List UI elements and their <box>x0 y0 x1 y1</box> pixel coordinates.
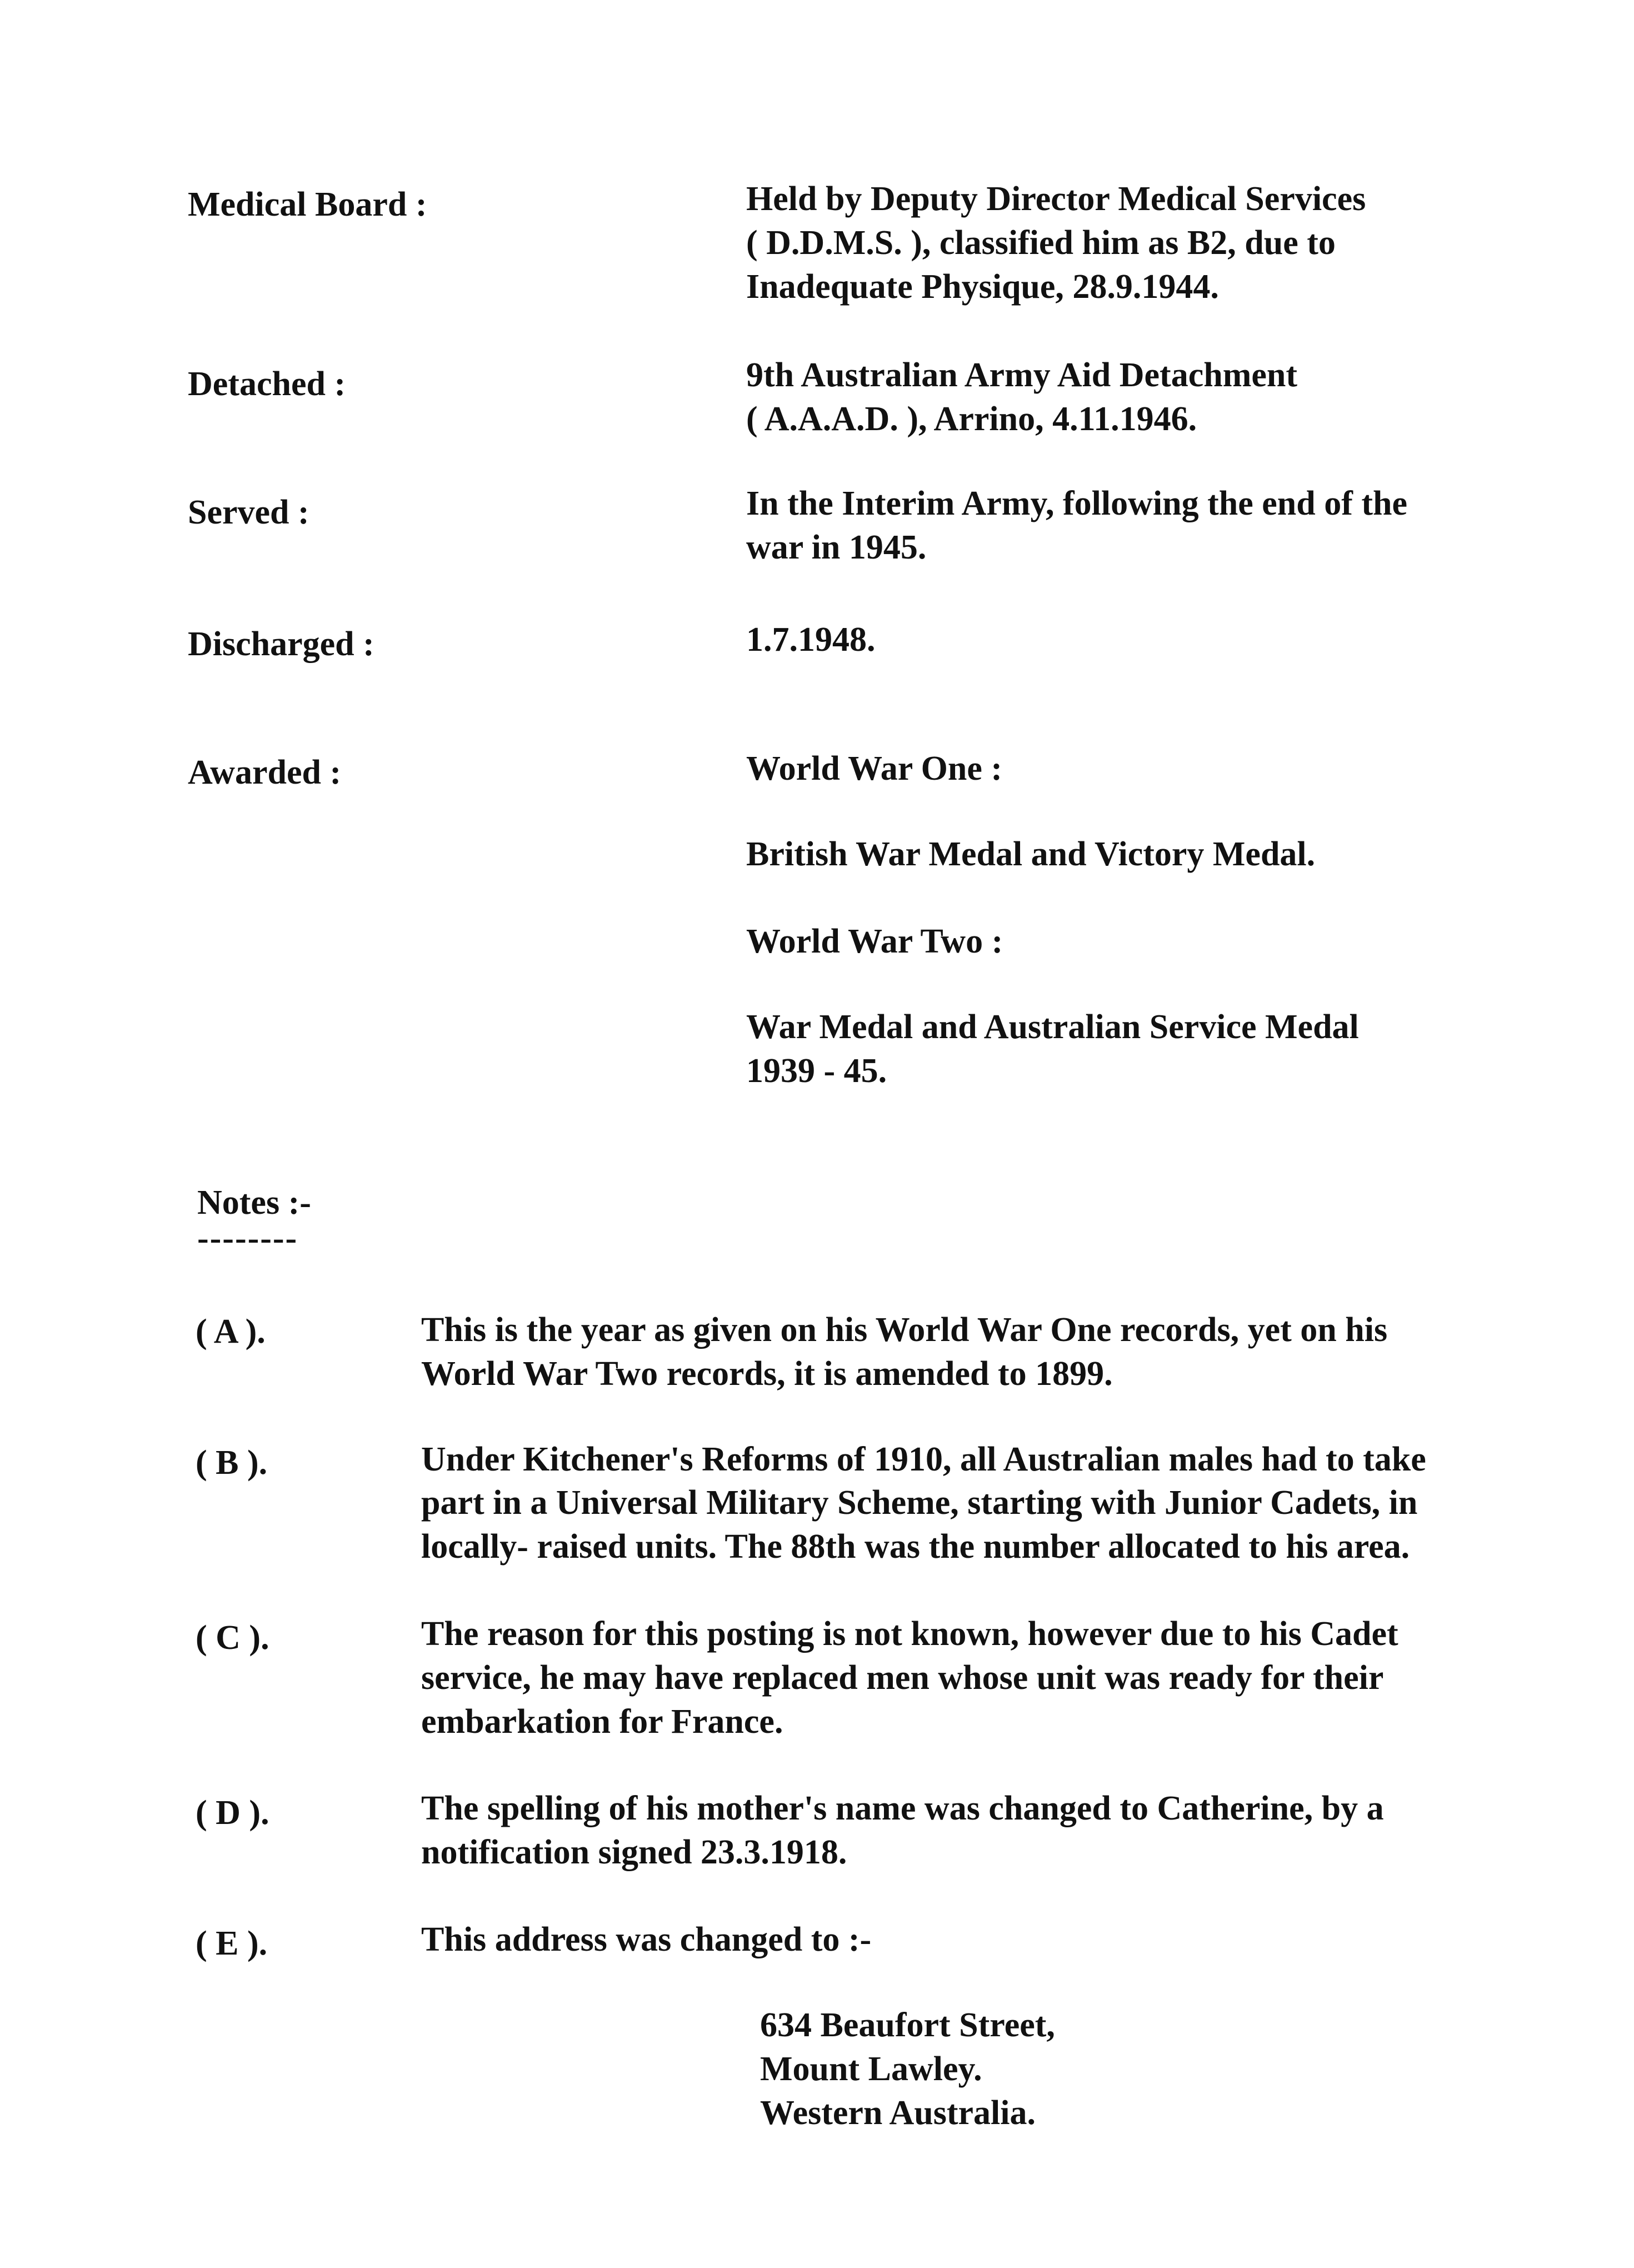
note-d-label: ( D ). <box>196 1794 269 1832</box>
note-e-label: ( E ). <box>196 1925 268 1962</box>
detached-line-2: ( A.A.A.D. ), Arrino, 4.11.1946. <box>746 400 1197 438</box>
note-d-line-2: notification signed 23.3.1918. <box>421 1833 847 1871</box>
detached-label: Detached : <box>188 365 346 403</box>
note-b-line-1: Under Kitchener's Reforms of 1910, all Australian males had to take <box>421 1440 1426 1478</box>
note-a-label: ( A ). <box>196 1313 266 1350</box>
medical-board-line-2: ( D.D.M.S. ), classified him as B2, due to <box>746 224 1336 262</box>
detached-line-1: 9th Australian Army Aid Detachment <box>746 356 1297 394</box>
discharged-value: 1.7.1948. <box>746 621 876 659</box>
awarded-ww2-medals-years: 1939 - 45. <box>746 1052 887 1090</box>
medical-board-line-3: Inadequate Physique, 28.9.1944. <box>746 268 1219 306</box>
awarded-label: Awarded : <box>188 754 342 791</box>
notes-heading: Notes :- <box>197 1184 311 1222</box>
note-d-line-1: The spelling of his mother's name was changed to Catherine, by a <box>421 1790 1384 1827</box>
discharged-label: Discharged : <box>188 625 374 663</box>
notes-underline: -------- <box>197 1219 298 1257</box>
served-line-1: In the Interim Army, following the end of the <box>746 485 1408 522</box>
awarded-ww2-medals: War Medal and Australian Service Medal <box>746 1008 1359 1046</box>
note-c-line-3: embarkation for France. <box>421 1703 783 1741</box>
note-b-line-2: part in a Universal Military Scheme, starting with Junior Cadets, in <box>421 1484 1418 1522</box>
note-c-label: ( C ). <box>196 1619 269 1657</box>
awarded-ww1-medals: British War Medal and Victory Medal. <box>746 835 1316 873</box>
address-line-2: Mount Lawley. <box>760 2050 982 2088</box>
awarded-ww2-heading: World War Two : <box>746 923 1003 960</box>
note-b-label: ( B ). <box>196 1444 268 1482</box>
note-a-line-1: This is the year as given on his World War One records, yet on his <box>421 1311 1388 1349</box>
medical-board-line-1: Held by Deputy Director Medical Services <box>746 180 1366 218</box>
address-line-1: 634 Beaufort Street, <box>760 2006 1055 2044</box>
note-c-line-2: service, he may have replaced men whose unit was ready for their <box>421 1659 1384 1697</box>
awarded-ww1-heading: World War One : <box>746 750 1003 787</box>
served-line-2: war in 1945. <box>746 529 927 566</box>
served-label: Served : <box>188 494 309 531</box>
address-line-3: Western Australia. <box>760 2094 1036 2132</box>
medical-board-label: Medical Board : <box>188 186 427 223</box>
note-e-line-1: This address was changed to :- <box>421 1921 872 1958</box>
note-c-line-1: The reason for this posting is not known, however due to his Cadet <box>421 1615 1398 1653</box>
note-a-line-2: World War Two records, it is amended to 1899. <box>421 1355 1113 1393</box>
note-b-line-3: locally- raised units. The 88th was the number allocated to his area. <box>421 1528 1410 1566</box>
